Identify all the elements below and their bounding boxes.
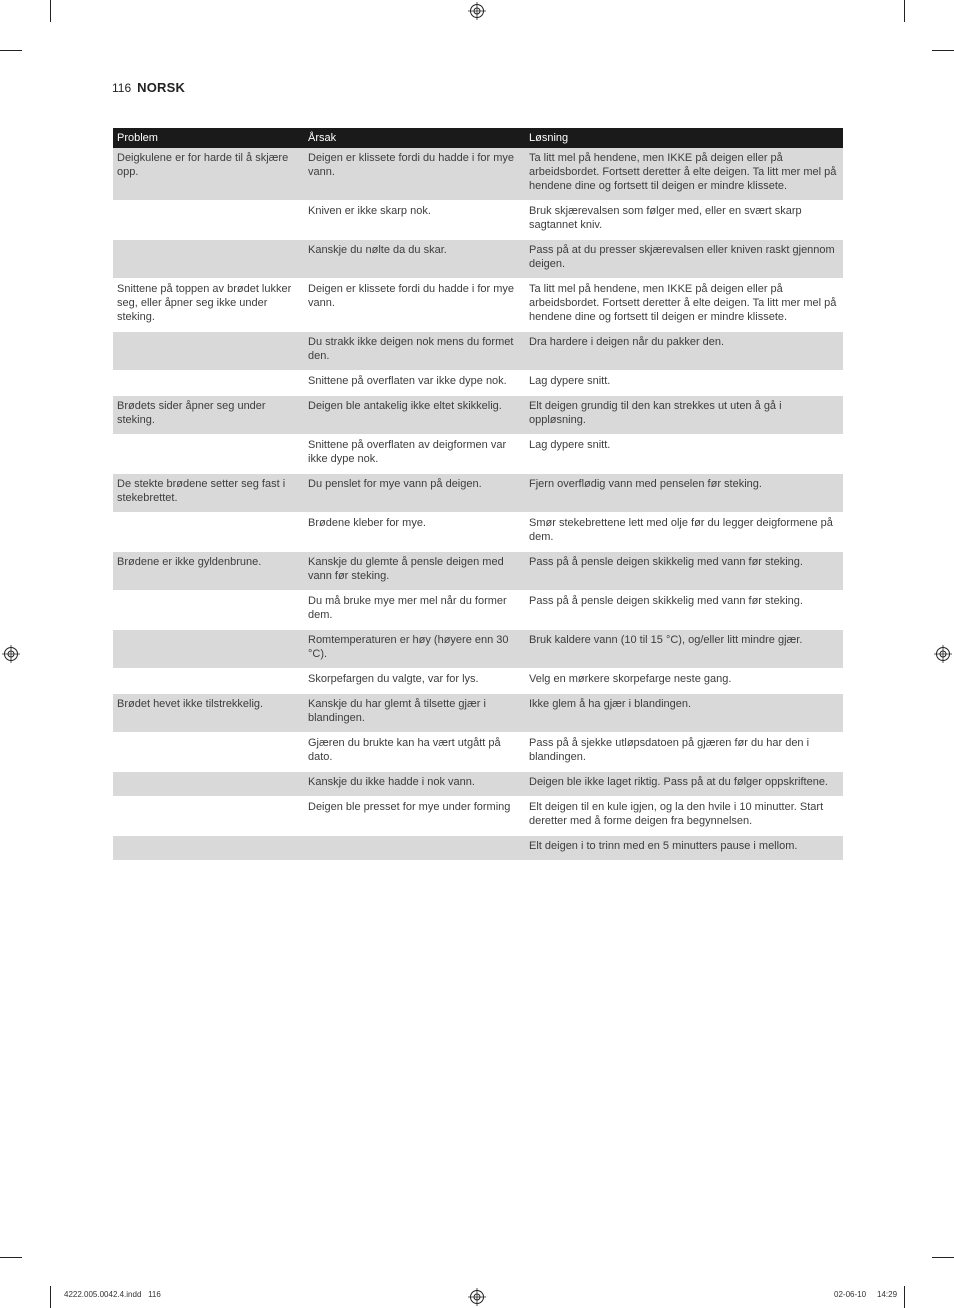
troubleshooting-table xyxy=(113,128,843,861)
solution-cell: Fjern overflødig vann med penselen før steking. xyxy=(525,474,843,513)
table-row xyxy=(113,332,843,371)
solution-cell: Deigen ble ikke laget riktig. Pass på at du følger oppskriftene. xyxy=(525,772,843,797)
table-row xyxy=(113,552,843,591)
cause-cell: Brødene kleber for mye. xyxy=(304,513,525,552)
problem-cell: Brødet hevet ikke tilstrekkelig. xyxy=(113,694,304,733)
table-row xyxy=(113,474,843,513)
solution-cell: Bruk skjærevalsen som følger med, eller en svært skarp sagtannet kniv. xyxy=(525,201,843,240)
cause-cell: Snittene på overflaten var ikke dype nok. xyxy=(304,371,525,396)
registration-mark-icon xyxy=(468,2,486,20)
crop-mark xyxy=(932,1257,954,1258)
table-row xyxy=(113,240,843,279)
registration-mark-icon xyxy=(2,645,20,663)
problem-cell xyxy=(113,371,304,396)
table-row xyxy=(113,435,843,474)
registration-mark-icon xyxy=(468,1288,486,1306)
cause-cell: Deigen ble antakelig ikke eltet skikkelig. xyxy=(304,396,525,435)
table-row xyxy=(113,669,843,694)
footer-file-slug: 4222.005.0042.4.indd 116 xyxy=(64,1290,161,1299)
problem-cell: De stekte brødene setter seg fast i stekebrettet. xyxy=(113,474,304,513)
table-row xyxy=(113,694,843,733)
crop-mark xyxy=(50,0,51,22)
solution-cell: Lag dypere snitt. xyxy=(525,371,843,396)
problem-cell xyxy=(113,669,304,694)
table-row xyxy=(113,201,843,240)
solution-cell: Ikke glem å ha gjær i blandingen. xyxy=(525,694,843,733)
solution-cell: Smør stekebrettene lett med olje før du legger deigformene på dem. xyxy=(525,513,843,552)
crop-mark xyxy=(932,50,954,51)
cause-cell: Kanskje du ikke hadde i nok vann. xyxy=(304,772,525,797)
page-number: 116 xyxy=(112,81,132,95)
solution-cell: Pass på å pensle deigen skikkelig med vann før steking. xyxy=(525,552,843,591)
column-header-cause: Årsak xyxy=(304,128,525,148)
cause-cell: Du penslet for mye vann på deigen. xyxy=(304,474,525,513)
problem-cell xyxy=(113,836,304,861)
solution-cell: Bruk kaldere vann (10 til 15 °C), og/eller litt mindre gjær. xyxy=(525,630,843,669)
cause-cell: Du strakk ikke deigen nok mens du formet den. xyxy=(304,332,525,371)
column-header-solution: Løsning xyxy=(525,128,843,148)
cause-cell: Romtemperaturen er høy (høyere enn 30 °C). xyxy=(304,630,525,669)
page-header xyxy=(112,80,185,95)
cause-cell: Gjæren du brukte kan ha vært utgått på dato. xyxy=(304,733,525,772)
problem-cell xyxy=(113,630,304,669)
problem-cell xyxy=(113,240,304,279)
problem-cell xyxy=(113,332,304,371)
solution-cell: Pass på å pensle deigen skikkelig med vann før steking. xyxy=(525,591,843,630)
crop-mark xyxy=(904,0,905,22)
problem-cell: Deigkulene er for harde til å skjære opp. xyxy=(113,148,304,201)
problem-cell xyxy=(113,201,304,240)
table-row xyxy=(113,148,843,201)
cause-cell: Du må bruke mye mer mel når du former dem. xyxy=(304,591,525,630)
crop-mark xyxy=(0,50,22,51)
solution-cell: Elt deigen til en kule igjen, og la den hvile i 10 minutter. Start deretter med å forme deigen fra begynnelsen. xyxy=(525,797,843,836)
solution-cell: Ta litt mel på hendene, men IKKE på deigen eller på arbeidsbordet. Fortsett deretter å elte deigen. Ta litt mer mel på hendene dine og fortsett til deigen er mindre klissete. xyxy=(525,279,843,332)
table-row xyxy=(113,591,843,630)
problem-cell: Brødene er ikke gyldenbrune. xyxy=(113,552,304,591)
solution-cell: Lag dypere snitt. xyxy=(525,435,843,474)
solution-cell: Pass på at du presser skjærevalsen eller kniven raskt gjennom deigen. xyxy=(525,240,843,279)
cause-cell: Skorpefargen du valgte, var for lys. xyxy=(304,669,525,694)
solution-cell: Pass på å sjekke utløpsdatoen på gjæren før du har den i blandingen. xyxy=(525,733,843,772)
column-header-problem: Problem xyxy=(113,128,304,148)
cause-cell: Snittene på overflaten av deigformen var ikke dype nok. xyxy=(304,435,525,474)
cause-cell: Kanskje du har glemt å tilsette gjær i blandingen. xyxy=(304,694,525,733)
crop-mark xyxy=(50,1286,51,1308)
solution-cell: Elt deigen grundig til den kan strekkes ut uten å gå i oppløsning. xyxy=(525,396,843,435)
table-row xyxy=(113,513,843,552)
footer-time: 14:29 xyxy=(877,1290,898,1299)
table-row xyxy=(113,630,843,669)
solution-cell: Dra hardere i deigen når du pakker den. xyxy=(525,332,843,371)
problem-cell xyxy=(113,733,304,772)
table-row xyxy=(113,371,843,396)
table-row xyxy=(113,772,843,797)
crop-mark xyxy=(0,1257,22,1258)
table-row xyxy=(113,797,843,836)
cause-cell: Kanskje du nølte da du skar. xyxy=(304,240,525,279)
table-row xyxy=(113,279,843,332)
cause-cell: Kanskje du glemte å pensle deigen med vann før steking. xyxy=(304,552,525,591)
registration-mark-icon xyxy=(934,645,952,663)
problem-cell: Brødets sider åpner seg under steking. xyxy=(113,396,304,435)
problem-cell: Snittene på toppen av brødet lukker seg, eller åpner seg ikke under steking. xyxy=(113,279,304,332)
solution-cell: Ta litt mel på hendene, men IKKE på deigen eller på arbeidsbordet. Fortsett deretter å elte deigen. Ta litt mer mel på hendene dine og fortsett til deigen er mindre klissete. xyxy=(525,148,843,201)
cause-cell: Deigen er klissete fordi du hadde i for mye vann. xyxy=(304,148,525,201)
footer-date: 02-06-10 xyxy=(834,1290,867,1299)
table-row xyxy=(113,836,843,861)
table-header-row xyxy=(113,128,843,148)
cause-cell: Deigen ble presset for mye under forming xyxy=(304,797,525,836)
cause-cell: Kniven er ikke skarp nok. xyxy=(304,201,525,240)
problem-cell xyxy=(113,591,304,630)
problem-cell xyxy=(113,513,304,552)
cause-cell xyxy=(304,836,525,861)
table-row xyxy=(113,733,843,772)
crop-mark xyxy=(904,1286,905,1308)
cause-cell: Deigen er klissete fordi du hadde i for mye vann. xyxy=(304,279,525,332)
problem-cell xyxy=(113,772,304,797)
table-row xyxy=(113,396,843,435)
section-language: NORSK xyxy=(137,80,186,95)
solution-cell: Elt deigen i to trinn med en 5 minutters pause i mellom. xyxy=(525,836,843,861)
problem-cell xyxy=(113,797,304,836)
solution-cell: Velg en mørkere skorpefarge neste gang. xyxy=(525,669,843,694)
problem-cell xyxy=(113,435,304,474)
